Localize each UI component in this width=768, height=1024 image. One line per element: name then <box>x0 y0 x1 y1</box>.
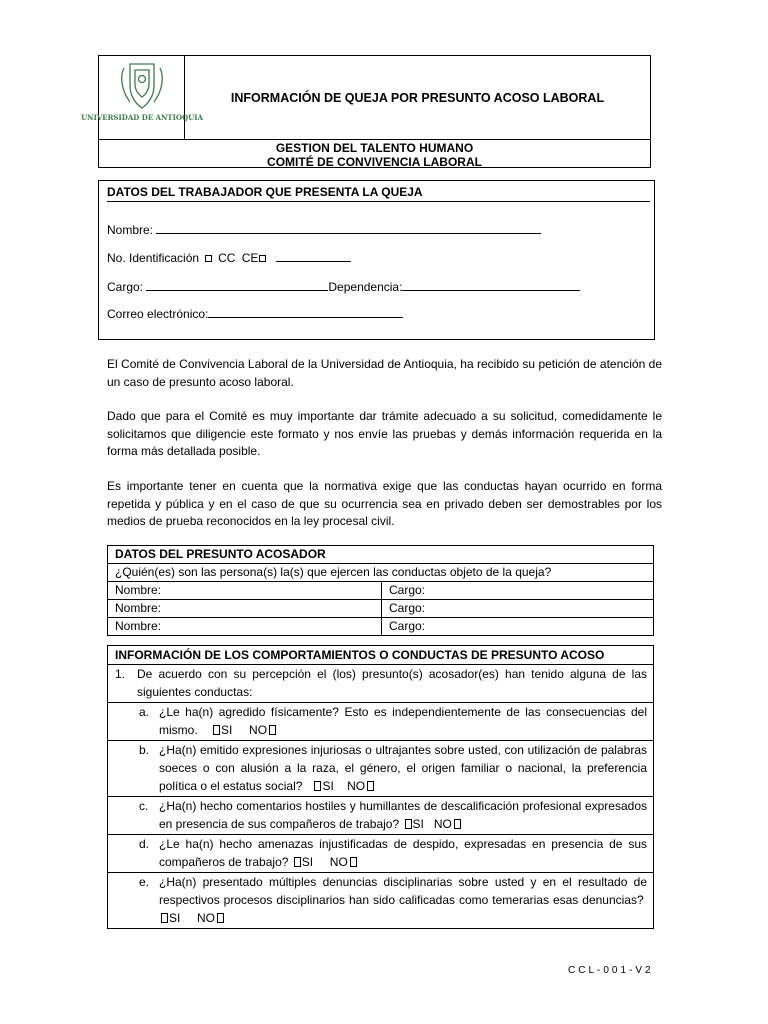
no-label: NO <box>433 817 452 831</box>
document-code: CCL-001-V2 <box>568 965 654 976</box>
question-1-row <box>108 665 654 703</box>
cc-label: CC <box>218 251 236 265</box>
worker-section-heading: DATOS DEL TRABAJADOR QUE PRESENTA LA QUEJA <box>107 185 423 199</box>
no-label: NO <box>347 779 366 793</box>
behaviors-heading-row <box>108 646 654 665</box>
item-b-cell <box>108 741 654 797</box>
table-row <box>108 582 654 600</box>
request-paragraph: Dado que para el Comité es muy importante dar trámite adecuado a su solicitud, comedidamente le solicitamos que diligencie este formato y nos envíe las pruebas y demás información requerida en la forma más detallada posible. <box>107 409 662 458</box>
item-text: ¿Ha(n) emitido expresiones injuriosas o ultrajantes sobre usted, con utilización de palabras soeces o con alusión a la raza, el género, el origen familiar o nacional, la preferencia política o el estatus social? <box>159 743 647 793</box>
aggressor-nombre-cell[interactable] <box>108 618 382 636</box>
identificacion-input-line[interactable] <box>276 250 351 262</box>
cargo-label: Cargo: <box>389 619 426 633</box>
cargo-label: Cargo: <box>107 280 144 294</box>
dependencia-label: Dependencia: <box>328 280 403 294</box>
si-checkbox[interactable] <box>213 725 220 735</box>
aggressor-cargo-cell[interactable] <box>382 600 654 618</box>
si-checkbox[interactable] <box>314 781 321 791</box>
aggressor-cargo-cell[interactable] <box>382 618 654 636</box>
note-paragraph: Es importante tener en cuenta que la normativa exige que las conductas hayan ocurrido en forma repetida y pública y en el caso de que su ocurrencia sea en privado deben ser demostrables por los medios de prueba reconocidos en la ley procesal civil. <box>107 479 662 528</box>
no-checkbox[interactable] <box>367 781 374 791</box>
cargo-label: Cargo: <box>389 583 426 597</box>
aggressor-nombre-cell[interactable] <box>108 582 382 600</box>
item-letter: b. <box>139 743 150 757</box>
si-label: SI <box>322 779 334 793</box>
university-logo <box>81 56 203 139</box>
identificacion-label: No. Identificación <box>107 251 200 265</box>
item-letter: a. <box>139 705 150 719</box>
item-a-cell <box>108 703 654 741</box>
identificacion-field[interactable] <box>107 250 351 265</box>
correo-label: Correo electrónico: <box>107 307 209 321</box>
list-item <box>108 873 654 929</box>
si-checkbox[interactable] <box>294 857 301 867</box>
item-letter: d. <box>139 837 150 851</box>
aggressor-heading: DATOS DEL PRESUNTO ACOSADOR <box>108 546 654 564</box>
item-text: ¿Ha(n) hecho comentarios hostiles y humillantes de descalificación profesional expresados en presencia de sus compañeros de trabajo? <box>159 799 647 831</box>
nombre-label: Nombre: <box>115 601 162 615</box>
behaviors-table <box>107 645 654 929</box>
cc-checkbox[interactable] <box>205 255 212 262</box>
table-row <box>108 618 654 636</box>
form-title <box>185 56 650 139</box>
nombre-input-line[interactable] <box>156 222 541 234</box>
cargo-field[interactable] <box>107 279 580 294</box>
logo-text: UNIVERSIDAD DE ANTIOQUIA <box>81 113 203 122</box>
aggressor-heading-row <box>108 546 654 564</box>
item-letter: e. <box>139 875 150 889</box>
no-label: NO <box>329 855 348 869</box>
behaviors-heading: INFORMACIÓN DE LOS COMPORTAMIENTOS O CONDUCTAS DE PRESUNTO ACOSO <box>108 646 654 665</box>
intro-paragraph: El Comité de Convivencia Laboral de la Universidad de Antioquia, ha recibido su petición de atención de un caso de presunto acoso laboral. <box>107 357 662 389</box>
question-1-cell <box>108 665 654 703</box>
list-item <box>108 703 654 741</box>
form-header <box>81 55 651 169</box>
aggressor-table <box>107 545 654 636</box>
no-checkbox[interactable] <box>269 725 276 735</box>
item-letter: c. <box>139 799 149 813</box>
form-title-text: INFORMACIÓN DE QUEJA POR PRESUNTO ACOSO LABORAL <box>230 90 605 105</box>
nombre-label: Nombre: <box>107 223 154 237</box>
item-d-cell <box>108 835 654 873</box>
list-item <box>108 797 654 835</box>
no-label: NO <box>249 723 268 737</box>
subtitle-line-1: GESTION DEL TALENTO HUMANO <box>275 141 474 155</box>
no-label: NO <box>197 911 216 925</box>
nombre-field[interactable] <box>107 222 541 237</box>
nombre-label: Nombre: <box>115 583 162 597</box>
item-e-cell <box>108 873 654 929</box>
correo-field[interactable] <box>107 306 403 321</box>
item-text: ¿Ha(n) presentado múltiples denuncias disciplinarias sobre usted y en el resultado de respectivos procesos disciplinarios han sido calificadas como temerarias esas denuncias? <box>159 875 647 907</box>
si-checkbox[interactable] <box>161 913 168 923</box>
aggressor-nombre-cell[interactable] <box>108 600 382 618</box>
item-text: ¿Le ha(n) agredido físicamente? Esto es independientemente de las consecuencias del mismo. <box>159 705 647 737</box>
aggressor-question: ¿Quién(es) son las persona(s) la(s) que ejercen las conductas objeto de la queja? <box>108 564 654 582</box>
question-text: De acuerdo con su percepción el (los) presunto(s) acosador(es) han tenido alguna de las siguientes conductas: <box>137 667 647 699</box>
no-checkbox[interactable] <box>217 913 224 923</box>
table-row <box>108 600 654 618</box>
no-checkbox[interactable] <box>454 819 461 829</box>
cargo-input-line[interactable] <box>146 279 328 291</box>
worker-data-section <box>98 180 655 340</box>
cargo-label: Cargo: <box>389 601 426 615</box>
item-text: ¿Le ha(n) hecho amenazas injustificadas de despido, expresadas en presencia de sus compañeros de trabajo? <box>159 837 647 869</box>
correo-input-line[interactable] <box>208 306 403 318</box>
si-checkbox[interactable] <box>405 819 412 829</box>
aggressor-cargo-cell[interactable] <box>382 582 654 600</box>
si-label: SI <box>169 911 181 925</box>
subtitle-line-2: COMITÉ DE CONVIVENCIA LABORAL <box>267 155 482 169</box>
si-label: SI <box>301 855 314 869</box>
list-item <box>108 741 654 797</box>
nombre-label: Nombre: <box>115 619 162 633</box>
no-checkbox[interactable] <box>350 857 357 867</box>
ce-checkbox[interactable] <box>259 255 266 262</box>
university-seal-icon <box>81 56 203 139</box>
form-subtitle <box>99 139 650 167</box>
dependencia-input-line[interactable] <box>402 279 580 291</box>
si-label: SI <box>221 723 233 737</box>
heading-divider <box>107 201 650 202</box>
item-c-cell <box>108 797 654 835</box>
list-item <box>108 835 654 873</box>
ce-label: CE <box>241 251 259 265</box>
question-number: 1. <box>115 667 126 681</box>
aggressor-question-row <box>108 564 654 582</box>
si-label: SI <box>412 817 424 831</box>
